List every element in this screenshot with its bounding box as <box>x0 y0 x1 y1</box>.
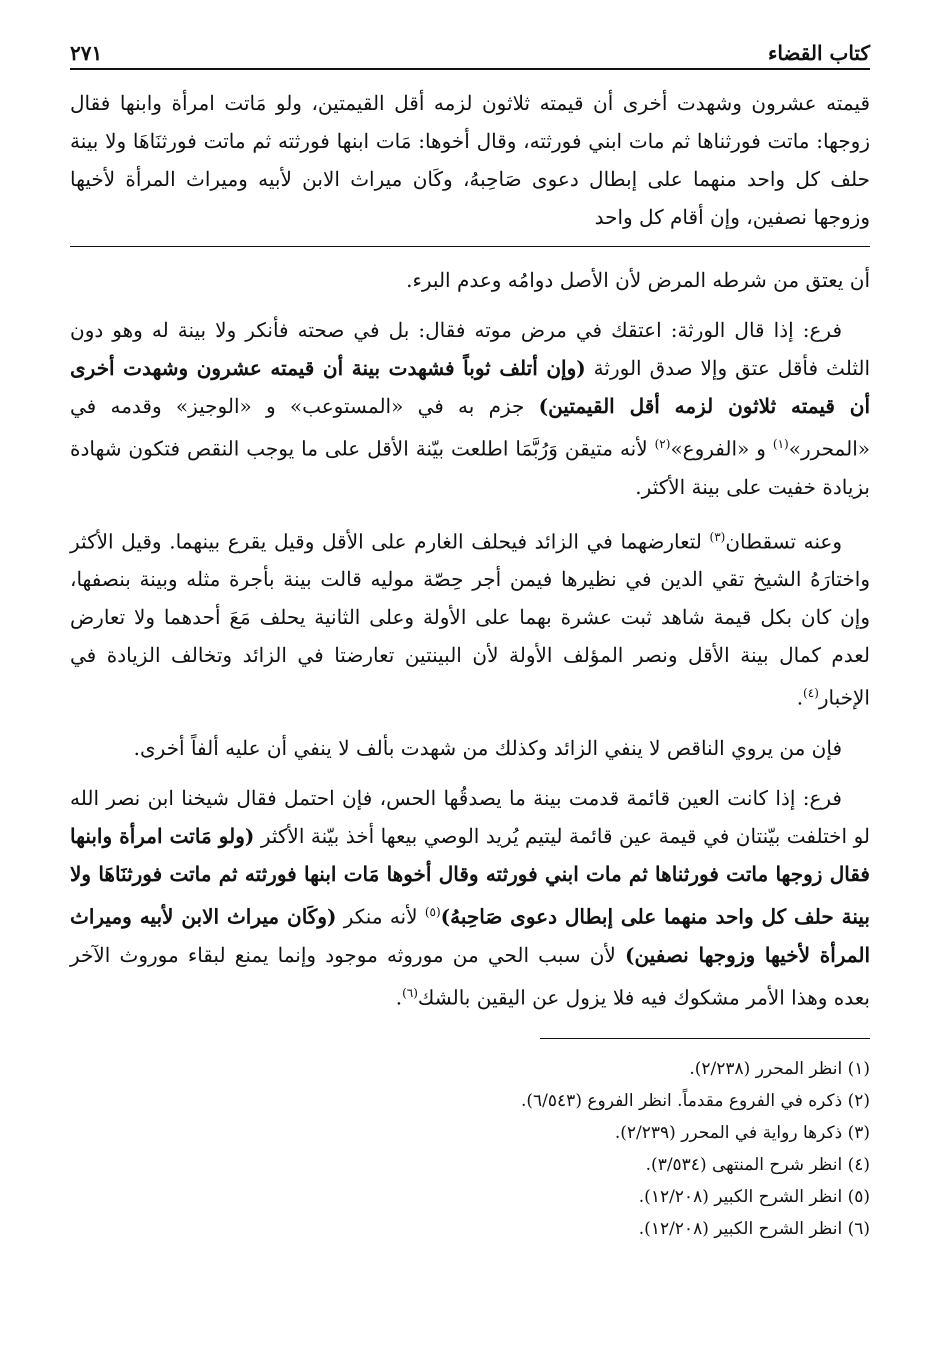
page <box>70 40 870 1245</box>
footnote-ref-2: (٢) <box>654 437 671 451</box>
text-segment: و «الفروع» <box>670 436 766 461</box>
text-segment: لأنه متيقن وَرُبَّمَا اطلعت بيّنة الأقل على ما يوجب النقص فتكون شهادة بزيادة خفيت على بينة الأكثر. <box>70 436 870 499</box>
footnote-ref-6: (٦) <box>402 985 418 1000</box>
quoted-matn: (ولو مَاتت امرأة وابنها فقال زوجها ماتت فورثناها ثم مات ابني فورثته وقال أخوها مَات ابنها فورثته ثم ماتت فورثنَاهَا ولا بينة حلف كل واحد منهما على إبطال دعوى صَاحِبهُ) <box>70 823 870 929</box>
matn-text: قيمته عشرون وشهدت أخرى أن قيمته ثلاثون لزمه أقل القيمتين، ولو مَاتت امرأة وابنها فقال زوجها: ماتت فورثناها ثم مات ابني فورثته، وقال أخوها: مَات ابنها فورثته ثم ماتت فورثنَاهَا ولا بينة حلف كل واحد منهما على إبطال دعوى صَاحِبهُ، وكَان ميراث الابن لأبيه وميراث المرأة لأخيها وزوجها نصفين، وإن أقام كل واحد <box>70 91 870 229</box>
footnote-ref-4: (٤) <box>803 686 819 701</box>
footnote-ref-1: (١) <box>772 437 789 451</box>
footnote-ref-3: (٣) <box>709 529 726 544</box>
quoted-matn: (وإن أتلف ثوباً فشهدت بينة أن قيمته عشرون وشهدت أخرى أن قيمته ثلاثون لزمه أقل القيمتين) <box>70 356 871 418</box>
far-lead: فرع: إذا كانت العين قائمة قدمت بينة ما يصدقُها الحس، فإن احتمل فقال شيخنا ابن نصر الله لو اختلفت بيّنتان في قيمة عين قائمة ليتيم يُريد الوصي بيعها أخذ بيّنة الأكثر <box>70 785 871 848</box>
text-segment: جزم به في «المستوعب» و «الوجيز» وقدمه في «المحرر» <box>70 394 871 461</box>
text-segment: . <box>796 685 804 710</box>
matn-divider <box>70 246 870 247</box>
footnote-ref-5: (٥) <box>424 904 441 919</box>
header-title: كتاب القضاء <box>767 41 870 65</box>
commentary-paragraph-1: أن يعتق من شرطه المرض لأن الأصل دوامُه وعدم البرء. <box>406 268 870 292</box>
page-number: ٢٧١ <box>70 41 103 65</box>
far-lead: فرع: إذا قال الورثة: اعتقك في مرض موته فقال: بل في صحته فأنكر ولا بينة له وهو دون الثلث فأقل عتق وإلا صدق الورثة <box>70 318 870 380</box>
text-segment: . <box>395 985 403 1010</box>
commentary-paragraph-5 <box>70 779 870 1016</box>
commentary-paragraph-4: فإن من يروي الناقص لا ينفي الزائد وكذلك من شهدت بألف لا ينفي أن عليه ألفاً أخرى. <box>133 735 842 760</box>
quoted-matn: (وكَان ميراث الابن لأبيه وميراث المرأة لأخيها وزوجها نصفين) <box>70 904 870 967</box>
footnote-6: (٦) انظر الشرح الكبير (١٢/٢٠٨). <box>638 1219 870 1240</box>
footnote-4: (٤) انظر شرح المنتهى (٣/٥٣٤). <box>645 1155 870 1176</box>
footnote-divider <box>540 1038 870 1039</box>
running-header <box>70 40 870 70</box>
footnote-2: (٢) ذكره في الفروع مقدماً. انظر الفروع (٦/٥٤٣). <box>521 1091 870 1112</box>
footnote-1: (١) انظر المحرر (٢/٢٣٨). <box>689 1059 870 1080</box>
text-segment: لأنه منكر <box>343 904 418 929</box>
commentary-paragraph-3 <box>70 518 870 717</box>
text-segment: لتعارضهما في الزائد فيحلف الغارم على الأقل وقيل يقرع بينهما. وقيل الأكثر واختارَهُ الشيخ تقي الدين في نظيرها فيمن أجر حِصّة موليه قالت بينة بأجرة مثله وبينة بنصفها، وإن كان بكل قيمة شاهد ثبت عشرة بهما على الأولة وعلى الثانية يحلف مَعَ أحدهما ولا تعارض لعدم كمال بينة الأقل ونصر المؤلف الأولة لأن البينتين تعارضتا في الزائد وتخالف الزيادة في الإخبار <box>70 529 870 710</box>
text-segment: لأن سبب الحي من موروثه موجود وإنما يمنع لبقاء موروث الآخر بعده وهذا الأمر مشكوك فيه فلا يزول عن اليقين بالشك <box>70 942 870 1010</box>
text-segment: وعنه تسقطان <box>725 529 843 554</box>
footnotes <box>70 1053 870 1245</box>
footnote-5: (٥) انظر الشرح الكبير (١٢/٢٠٨). <box>638 1187 870 1208</box>
footnote-3: (٣) ذكرها رواية في المحرر (٢/٢٣٩). <box>614 1123 870 1144</box>
commentary-paragraph-2 <box>70 311 870 506</box>
